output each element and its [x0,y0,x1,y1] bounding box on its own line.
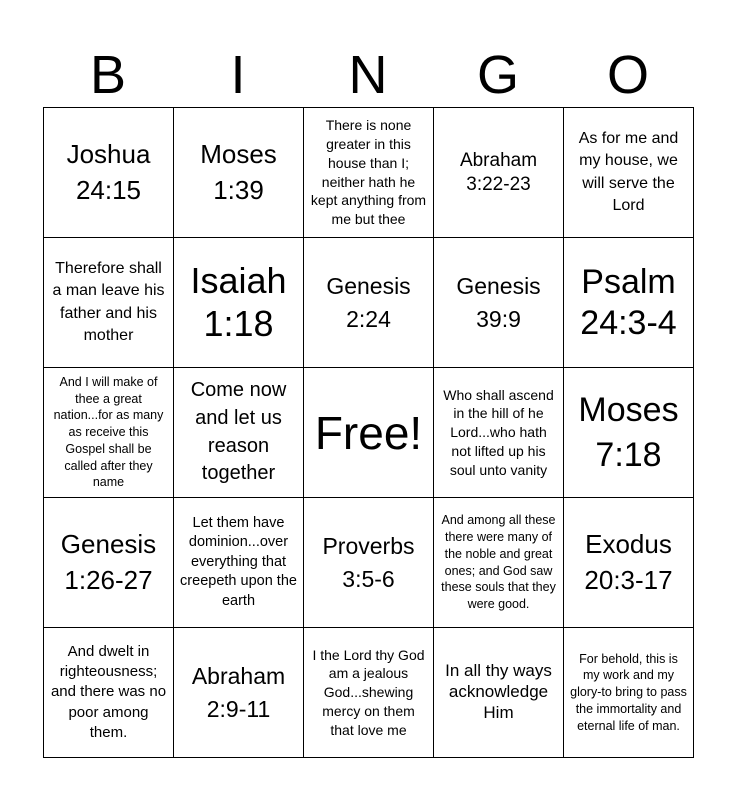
bingo-cell[interactable]: Exodus 20:3-17 [564,498,694,628]
bingo-cell[interactable]: Let them have dominion...over everything that creepeth upon the earth [174,498,304,628]
bingo-cell[interactable]: Therefore shall a man leave his father and his mother [44,238,174,368]
bingo-cell[interactable]: For behold, this is my work and my glory-to bring to pass the immortality and eternal life of man. [564,628,694,758]
bingo-cell[interactable]: In all thy ways acknowledge Him [434,628,564,758]
bingo-cell[interactable]: Abraham 3:22-23 [434,108,564,238]
bingo-cell[interactable]: I the Lord thy God am a jealous God...shewing mercy on them that love me [304,628,434,758]
bingo-cell[interactable]: Proverbs 3:5-6 [304,498,434,628]
bingo-card-grid [43,107,694,758]
bingo-cell[interactable]: Who shall ascend in the hill of he Lord...who hath not lifted up his soul unto vanity [434,368,564,498]
bingo-header [43,44,693,106]
bingo-cell[interactable]: Abraham 2:9-11 [174,628,304,758]
header-letter-i: I [230,45,246,105]
bingo-cell[interactable]: Come now and let us reason together [174,368,304,498]
bingo-cell[interactable]: Psalm 24:3-4 [564,238,694,368]
bingo-cell[interactable]: Genesis 1:26-27 [44,498,174,628]
free-space-cell[interactable]: Free! [304,368,434,498]
bingo-cell[interactable]: As for me and my house, we will serve the Lord [564,108,694,238]
bingo-cell[interactable]: And among all these there were many of the noble and great ones; and God saw these souls that they were good. [434,498,564,628]
header-letter-n: N [348,45,388,105]
bingo-cell[interactable]: Moses 7:18 [564,368,694,498]
header-letter-b: B [89,45,127,105]
bingo-cell[interactable]: Genesis 39:9 [434,238,564,368]
bingo-cell[interactable]: And dwelt in righteousness; and there was no poor among them. [44,628,174,758]
bingo-cell[interactable]: Moses 1:39 [174,108,304,238]
bingo-cell[interactable]: And I will make of thee a great nation...for as many as receive this Gospel shall be called after they name [44,368,174,498]
bingo-cell[interactable]: Joshua 24:15 [44,108,174,238]
bingo-cell[interactable]: There is none greater in this house than I; neither hath he kept anything from me but thee [304,108,434,238]
header-letter-o: O [606,45,649,105]
header-letter-g: G [476,45,519,105]
bingo-cell[interactable]: Isaiah 1:18 [174,238,304,368]
bingo-cell[interactable]: Genesis 2:24 [304,238,434,368]
